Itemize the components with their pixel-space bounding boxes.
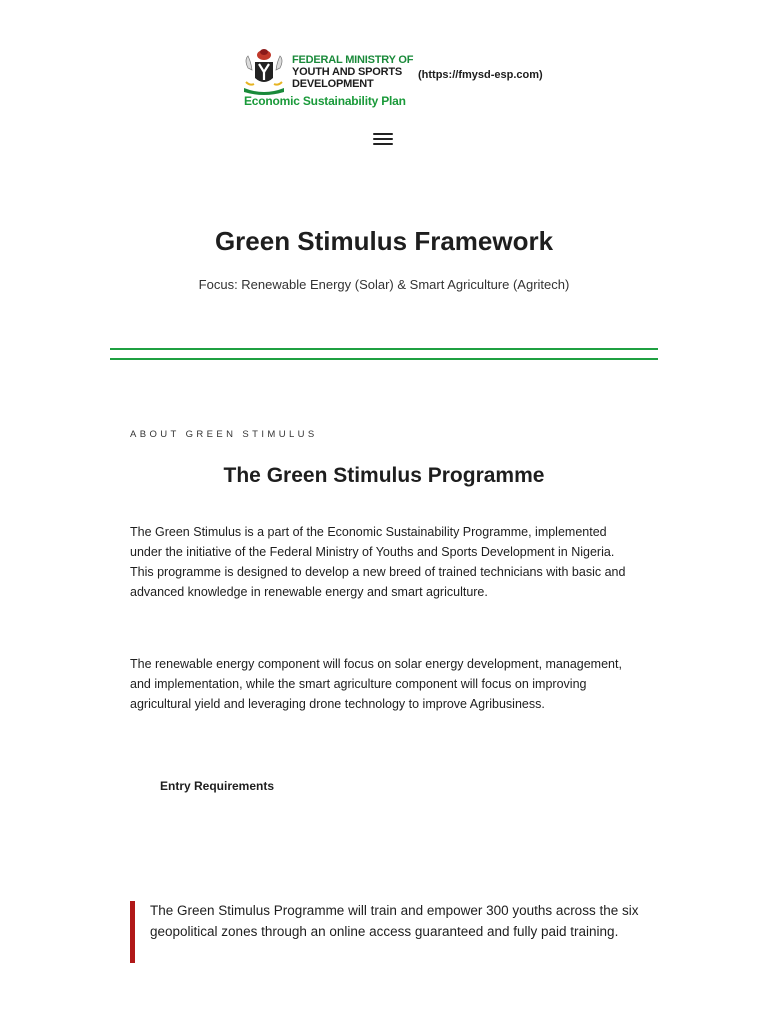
page-title: Green Stimulus Framework (214, 226, 554, 256)
site-url-link[interactable]: (https://fmysd-esp.com) (418, 69, 543, 81)
green-divider-top (110, 348, 658, 350)
hamburger-menu-icon[interactable] (373, 131, 393, 149)
about-paragraph-1: The Green Stimulus is a part of the Economic Sustainability Programme, implemented under the initiative of the Federal Ministry of Youths and Sports Development in Nigeria. This programme is designed to develop a new breed of trained technicians with basic and advanced knowledge in renewable energy and smart agriculture. (130, 525, 626, 599)
page-focus-subtitle: Focus: Renewable Energy (Solar) & Smart Agriculture (Agritech) (198, 277, 570, 292)
section-eyebrow: ABOUT GREEN STIMULUS (130, 429, 318, 440)
nigerian-coat-of-arms-icon (238, 46, 290, 98)
logo-ministry-line1: FEDERAL MINISTRY OF (292, 54, 414, 66)
site-header (0, 0, 768, 180)
about-paragraph-2: The renewable energy component will focus on solar energy development, management, and implementation, while the smart agriculture component will focus on improving agricultural yield and leveraging drone technology to improve Agribusiness. (130, 657, 622, 711)
logo-ministry-line2: YOUTH AND SPORTS (292, 66, 403, 78)
programme-quote: The Green Stimulus Programme will train and empower 300 youths across the six geopolitical zones through an online access guaranteed and fully paid training. (150, 903, 639, 939)
blockquote-accent-bar (130, 901, 135, 963)
entry-requirements-link[interactable]: Entry Requirements (160, 779, 275, 793)
logo-ministry-line3: DEVELOPMENT (292, 78, 374, 90)
ministry-logo[interactable] (238, 46, 414, 112)
section-heading: The Green Stimulus Programme (223, 464, 545, 487)
green-divider-bottom (110, 358, 658, 360)
logo-subtitle: Economic Sustainability Plan (244, 94, 406, 108)
